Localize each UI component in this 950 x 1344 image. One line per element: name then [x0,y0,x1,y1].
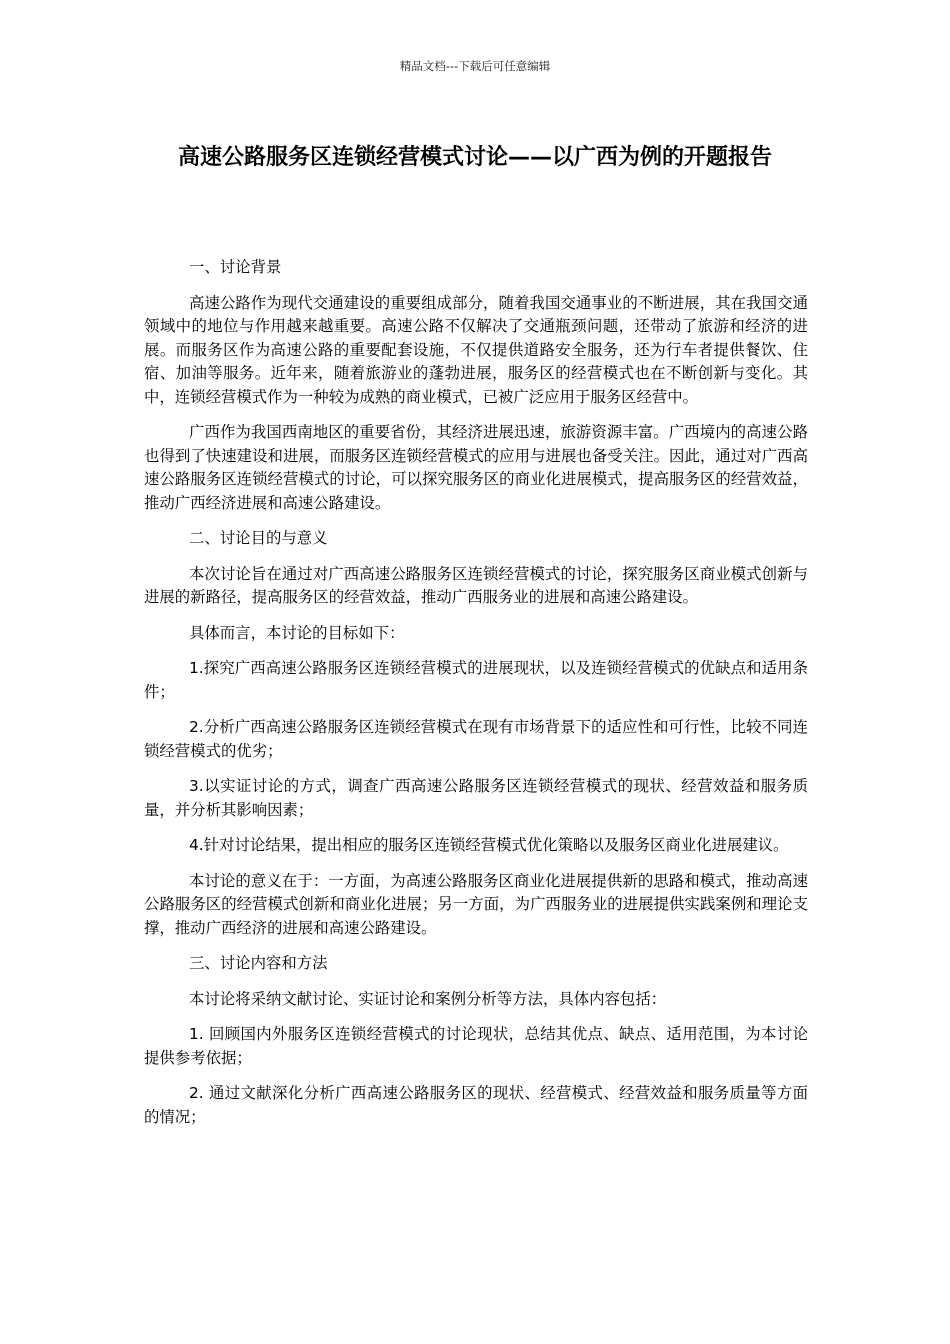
header-note: 精品文档---下载后可任意编辑 [399,59,551,73]
paragraph: 高速公路作为现代交通建设的重要组成部分，随着我国交通事业的不断进展，其在我国交通领域中的地位与作用越来越重要。高速公路不仅解决了交通瓶颈问题，还带动了旅游和经济的进展。而服务区作为高速公路的重要配套设施，不仅提供道路安全服务，还为行车者提供餐饮、住宿、加油等服务。近年来，随着旅游业的蓬勃进展，服务区的经营模式也在不断创新与变化。其中，连锁经营模式作为一种较为成熟的商业模式，已被广泛应用于服务区经营中。 [144,293,808,406]
document-body [144,256,808,1141]
paragraph: 广西作为我国西南地区的重要省份，其经济进展迅速，旅游资源丰富。广西境内的高速公路也得到了快速建设和进展，而服务区连锁经营模式的应用与进展也备受关注。因此，通过对广西高速公路服务区连锁经营模式的讨论，可以探究服务区的商业化进展模式，提高服务区的经营效益，推动广西经济进展和高速公路建设。 [144,423,808,512]
list-item: 2.分析广西高速公路服务区连锁经营模式在现有市场背景下的适应性和可行性，比较不同连锁经营模式的优劣； [144,718,808,760]
paragraph: 本次讨论旨在通过对广西高速公路服务区连锁经营模式的讨论，探究服务区商业模式创新与进展的新路径，提高服务区的经营效益，推动广西服务业的进展和高速公路建设。 [144,564,808,606]
list-item: 1. 回顾国内外服务区连锁经营模式的讨论现状，总结其优点、缺点、适用范围，为本讨论提供参考依据； [144,1025,808,1067]
section-heading-purpose: 二、讨论目的与意义 [189,529,328,547]
list-item: 4.针对讨论结果，提出相应的服务区连锁经营模式优化策略以及服务区商业化进展建议。 [189,836,789,854]
paragraph: 本讨论将采纳文献讨论、实证讨论和案例分析等方法，具体内容包括： [189,989,667,1008]
paragraph: 具体而言，本讨论的目标如下： [189,623,405,642]
paragraph: 本讨论的意义在于：一方面，为高速公路服务区商业化进展提供新的思路和模式，推动高速公路服务区的经营模式创新和商业化进展；另一方面，为广西服务业的进展提供实践案例和理论支撑，推动广西经济的进展和高速公路建设。 [144,871,808,937]
list-item: 3.以实证讨论的方式，调查广西高速公路服务区连锁经营模式的现状、经营效益和服务质量，并分析其影响因素； [144,777,808,819]
list-item: 2. 通过文献深化分析广西高速公路服务区的现状、经营模式、经营效益和服务质量等方面的情况； [144,1084,808,1126]
list-item: 1.探究广西高速公路服务区连锁经营模式的进展现状，以及连锁经营模式的优缺点和适用条件； [144,659,808,701]
section-heading-background: 一、讨论背景 [189,258,282,276]
document-title: 高速公路服务区连锁经营模式讨论——以广西为例的开题报告 [177,145,772,170]
section-heading-content-method: 三、讨论内容和方法 [189,954,328,972]
